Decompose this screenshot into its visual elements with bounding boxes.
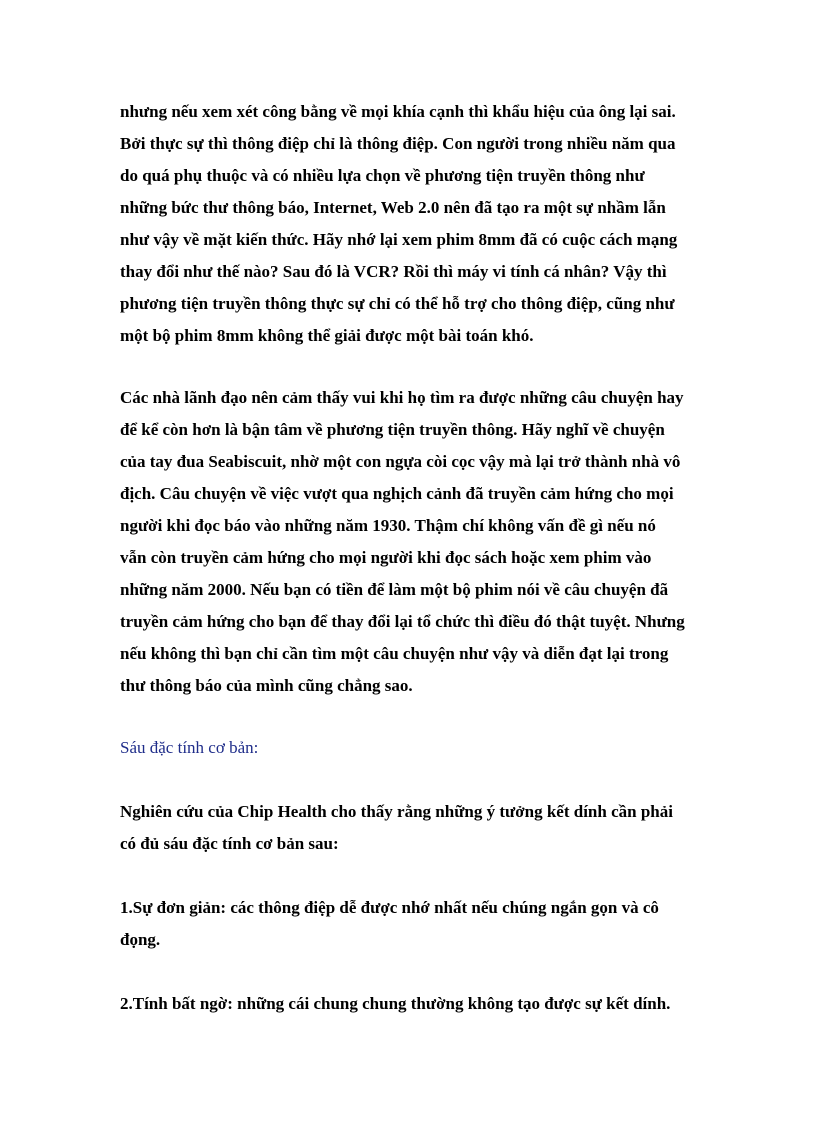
text-line: một bộ phim 8mm không thể giải được một bài toán khó. [120, 326, 534, 345]
text-line: thay đổi như thế nào? Sau đó là VCR? Rồi thì máy vi tính cá nhân? Vậy thì [120, 262, 667, 281]
text-line: phương tiện truyền thông thực sự chỉ có thể hỗ trợ cho thông điệp, cũng như [120, 294, 675, 313]
text-line: 2.Tính bất ngờ: những cái chung chung thường không tạo được sự kết dính. [120, 994, 671, 1013]
paragraph-media-message [120, 96, 710, 352]
text-line: vẫn còn truyền cảm hứng cho mọi người khi đọc sách hoặc xem phim vào [120, 548, 652, 567]
text-line: Các nhà lãnh đạo nên cảm thấy vui khi họ tìm ra được những câu chuyện hay [120, 388, 684, 407]
section-heading: Sáu đặc tính cơ bản: [120, 738, 259, 757]
text-line: thư thông báo của mình cũng chẳng sao. [120, 676, 413, 695]
list-item-unexpectedness [120, 988, 710, 1020]
text-line: như vậy về mặt kiến thức. Hãy nhớ lại xem phim 8mm đã có cuộc cách mạng [120, 230, 678, 249]
text-line: của tay đua Seabiscuit, nhờ một con ngựa còi cọc vậy mà lại trở thành nhà vô [120, 452, 681, 471]
text-line: những năm 2000. Nếu bạn có tiền để làm một bộ phim nói về câu chuyện đã [120, 580, 669, 599]
text-line: Bởi thực sự thì thông điệp chỉ là thông điệp. Con người trong nhiều năm qua [120, 134, 676, 153]
text-line: truyền cảm hứng cho bạn để thay đổi lại tổ chức thì điều đó thật tuyệt. Nhưng [120, 612, 685, 631]
text-line: có đủ sáu đặc tính cơ bản sau: [120, 834, 339, 853]
text-line: nếu không thì bạn chỉ cần tìm một câu chuyện như vậy và diễn đạt lại trong [120, 644, 669, 663]
text-line: để kể còn hơn là bận tâm về phương tiện truyền thông. Hãy nghĩ về chuyện [120, 420, 665, 439]
text-line: nhưng nếu xem xét công bằng về mọi khía cạnh thì khẩu hiệu của ông lại sai. [120, 102, 676, 121]
text-line: những bức thư thông báo, Internet, Web 2.0 nên đã tạo ra một sự nhầm lẫn [120, 198, 666, 217]
text-line: 1.Sự đơn giản: các thông điệp dễ được nhớ nhất nếu chúng ngắn gọn và cô [120, 898, 659, 917]
text-line: địch. Câu chuyện về việc vượt qua nghịch cảnh đã truyền cảm hứng cho mọi [120, 484, 674, 503]
text-line: người khi đọc báo vào những năm 1930. Thậm chí không vấn đề gì nếu nó [120, 516, 656, 535]
paragraph-research [120, 796, 710, 860]
list-item-simplicity [120, 892, 710, 956]
text-line: đọng. [120, 930, 161, 949]
paragraph-stories [120, 382, 710, 702]
text-line: do quá phụ thuộc và có nhiều lựa chọn về phương tiện truyền thông như [120, 166, 645, 185]
text-line: Nghiên cứu của Chip Health cho thấy rằng những ý tưởng kết dính cần phải [120, 802, 673, 821]
